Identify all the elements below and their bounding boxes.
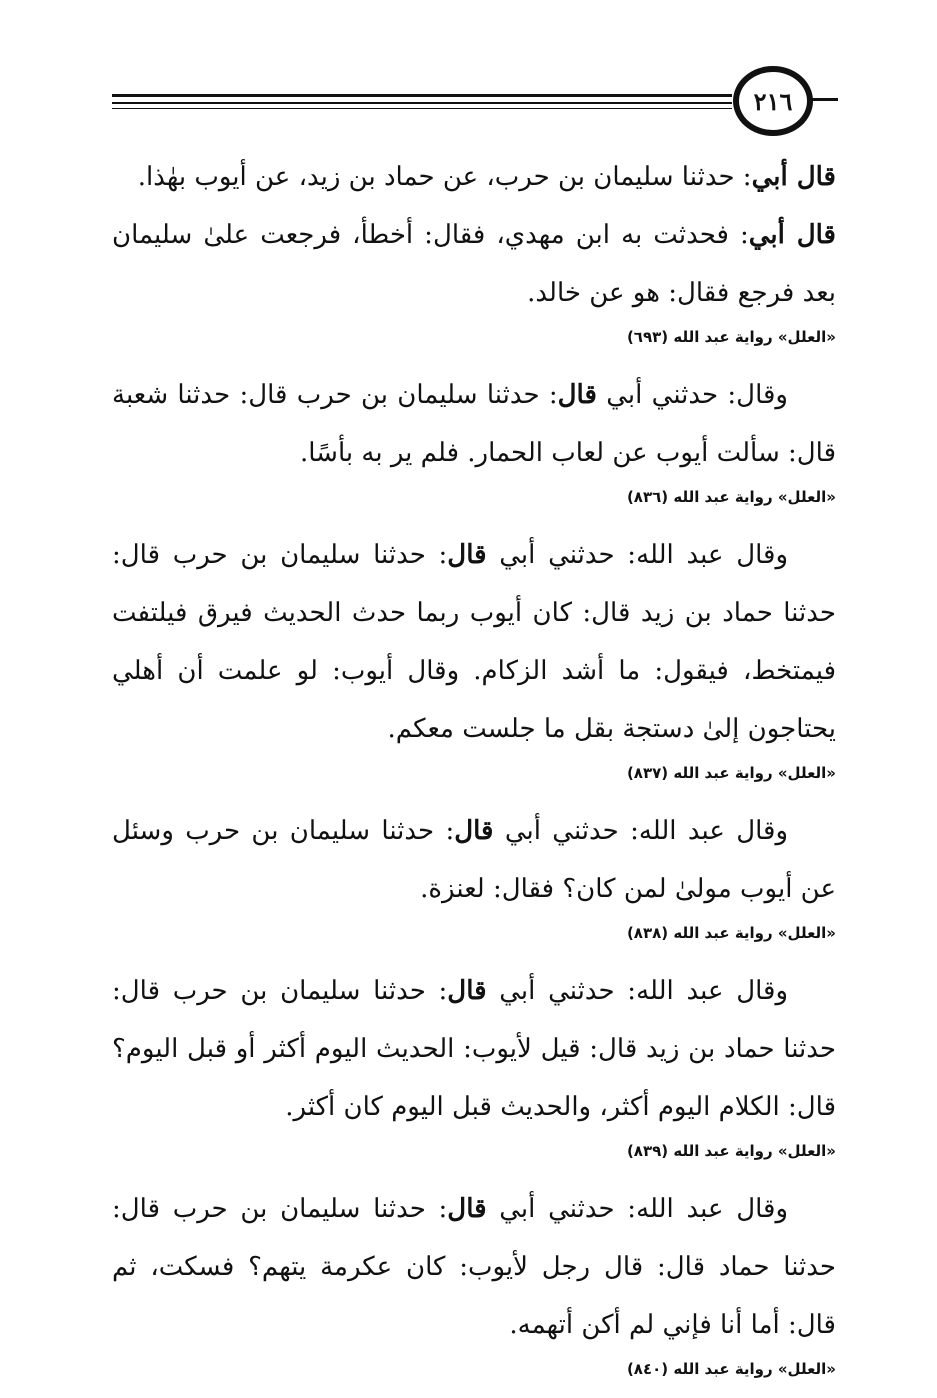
paragraph xyxy=(112,366,836,482)
paragraph-text: وقال عبد الله: حدثني أبي xyxy=(486,976,789,1006)
paragraph-text: وقال عبد الله: حدثني أبي xyxy=(493,816,788,846)
source-reference: «العلل» رواية عبد الله (٨٤٠) xyxy=(626,1360,836,1378)
paragraph xyxy=(112,962,836,1136)
paragraph-text: : حدثنا سليمان بن حرب، عن حماد بن زيد، عن أيوب بهٰذا. xyxy=(137,162,752,192)
paragraph xyxy=(112,802,836,918)
paragraph-text: : حدثنا سليمان بن حرب قال: حدثنا شعبة قال: سألت أيوب عن لعاب الحمار. فلم ير به بأسًا. xyxy=(112,380,836,468)
bold-phrase: قال xyxy=(557,380,597,410)
page-body xyxy=(112,148,836,1398)
bold-phrase: قال xyxy=(447,1194,487,1224)
source-reference: «العلل» رواية عبد الله (٨٣٨) xyxy=(626,924,836,942)
bold-phrase: قال أبي xyxy=(751,162,836,192)
paragraph-text: : حدثنا سليمان بن حرب قال: حدثنا حماد قال: قال رجل لأيوب: كان عكرمة يتهم؟ فسكت، ثم قال: أما أنا فإني لم أكن أتهمه. xyxy=(112,1194,836,1340)
page-number: ٢١٦ xyxy=(733,66,813,136)
bold-phrase: قال xyxy=(447,540,487,570)
header-rule-right xyxy=(812,98,838,101)
header-rule xyxy=(112,108,732,109)
bold-phrase: قال xyxy=(447,976,487,1006)
paragraph-text: : حدثنا سليمان بن حرب وسئل عن أيوب مولىٰ لمن كان؟ فقال: لعنزة. xyxy=(112,816,836,904)
header-rule xyxy=(112,94,732,97)
source-reference: «العلل» رواية عبد الله (٨٣٩) xyxy=(626,1142,836,1160)
source-reference: «العلل» رواية عبد الله (٨٣٦) xyxy=(626,488,836,506)
paragraph xyxy=(112,148,836,206)
header-rule xyxy=(112,102,732,104)
bold-phrase: قال أبي xyxy=(748,220,836,250)
paragraph-text: وقال عبد الله: حدثني أبي xyxy=(486,1194,789,1224)
paragraph-text: : فحدثت به ابن مهدي، فقال: أخطأ، فرجعت علىٰ سليمان بعد فرجع فقال: هو عن خالد. xyxy=(112,220,836,308)
paragraph xyxy=(112,206,836,322)
source-reference: «العلل» رواية عبد الله (٦٩٣) xyxy=(626,328,836,346)
paragraph-text: : حدثنا سليمان بن حرب قال: حدثنا حماد بن زيد قال: قيل لأيوب: الحديث اليوم أكثر أو قبل اليوم؟ قال: الكلام اليوم أكثر، والحديث قبل اليوم كان أكثر. xyxy=(112,976,836,1122)
paragraph-text: : حدثنا سليمان بن حرب قال: حدثنا حماد بن زيد قال: كان أيوب ربما حدث الحديث فيرق فيلتفت فيمتخط، فيقول: ما أشد الزكام. وقال أيوب: لو علمت أن أهلي يحتاجون إلىٰ دستجة بقل ما جلست معكم. xyxy=(112,540,836,744)
paragraph-text: وقال: حدثني أبي xyxy=(596,380,788,410)
page-header xyxy=(0,0,937,140)
bold-phrase: قال xyxy=(454,816,494,846)
source-reference: «العلل» رواية عبد الله (٨٣٧) xyxy=(626,764,836,782)
paragraph xyxy=(112,1180,836,1354)
paragraph xyxy=(112,526,836,758)
paragraph-text: وقال عبد الله: حدثني أبي xyxy=(486,540,789,570)
